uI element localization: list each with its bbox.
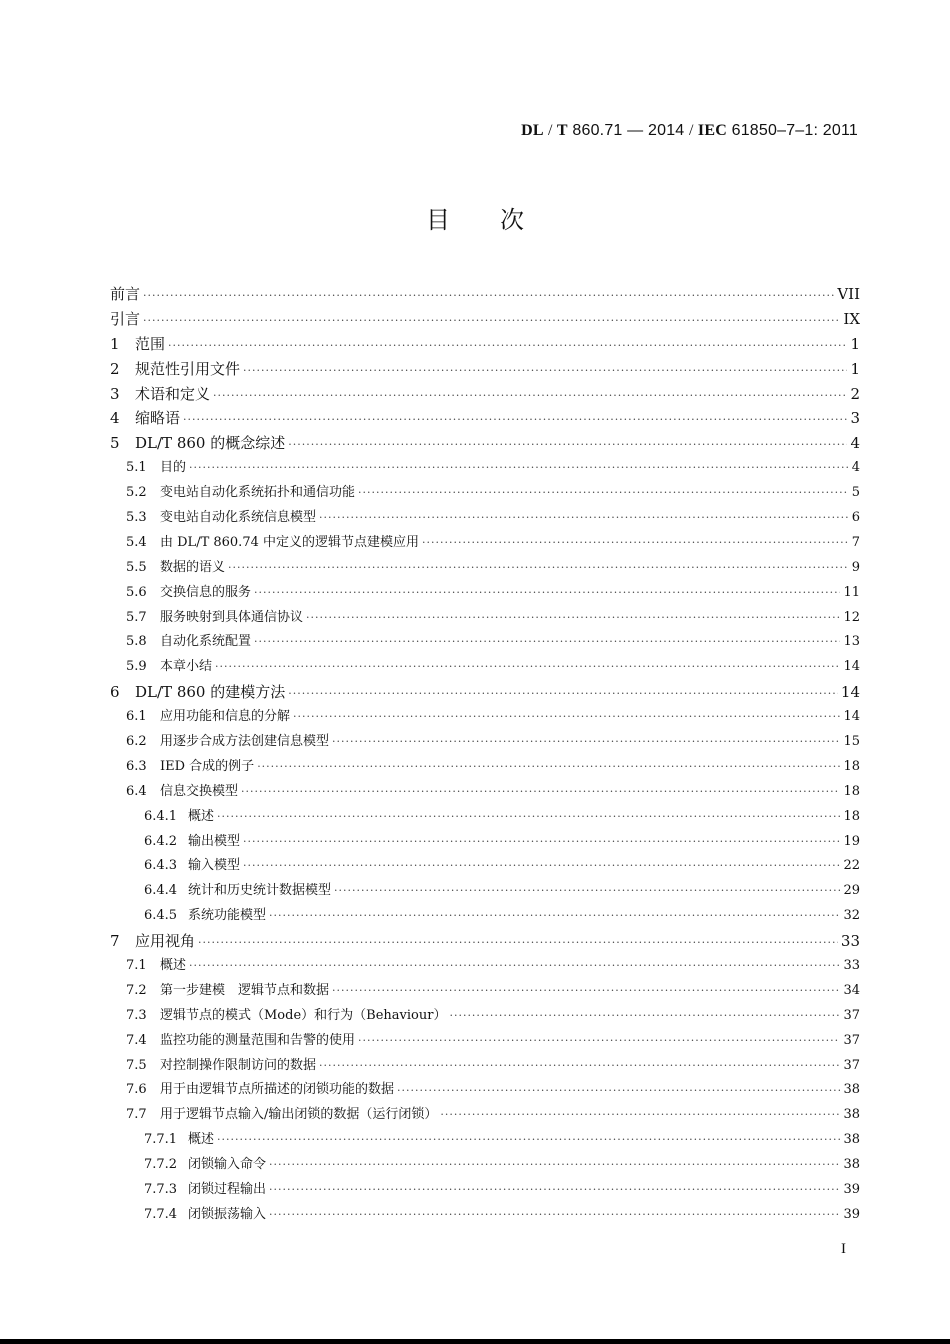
toc-leader-dots: [334, 879, 840, 904]
toc-entry[interactable]: [110, 382, 860, 407]
toc-entry-heading: [126, 456, 186, 481]
toc-entry-label: 由 DL/T 860.74 中定义的逻辑节点建模应用: [160, 534, 419, 550]
toc-leader-dots: [319, 1054, 840, 1079]
header-sep: /: [689, 122, 698, 139]
toc-entry-page: 1: [850, 359, 860, 378]
toc-entry-heading: [144, 854, 240, 879]
toc-entry-label: 术语和定义: [135, 384, 211, 403]
toc-leader-dots: [319, 506, 849, 531]
toc-entry-label: 系统功能模型: [188, 908, 267, 924]
toc-entry-number: 7.1: [126, 958, 147, 974]
toc-entry-number: 6.4.2: [144, 833, 178, 849]
toc-leader-dots: [143, 282, 834, 307]
toc-entry-label: 对控制操作限制访问的数据: [160, 1057, 317, 1073]
toc-entry-label: DL/T 860 的概念综述: [135, 434, 286, 453]
toc-leader-dots: [288, 680, 838, 705]
toc-entry-heading: [110, 332, 165, 357]
toc-entry-number: 5.9: [126, 659, 147, 675]
toc-entry[interactable]: [110, 406, 860, 431]
page-title: 目次: [426, 206, 574, 234]
toc-entry[interactable]: [110, 1029, 860, 1054]
toc-entry-page: 14: [840, 683, 860, 702]
toc-entry-number: 6.3: [126, 758, 147, 774]
page-number: I: [841, 1241, 846, 1257]
header-sep: /: [543, 122, 557, 139]
toc-entry[interactable]: [110, 282, 860, 307]
toc-entry[interactable]: [110, 1128, 860, 1153]
toc-entry[interactable]: [110, 680, 860, 705]
toc-entry-number: 7.7.4: [144, 1206, 178, 1222]
toc-entry-label: 概述: [160, 958, 187, 974]
toc-entry[interactable]: [110, 357, 860, 382]
toc-entry[interactable]: [110, 830, 860, 855]
toc-leader-dots: [243, 357, 847, 382]
toc-leader-dots: [183, 406, 847, 431]
toc-leader-dots: [243, 830, 840, 855]
toc-entry-page: 34: [843, 982, 860, 998]
toc-entry-label: 第一步建模 逻辑节点和数据: [160, 982, 330, 998]
toc-entry-label: 前言: [110, 284, 141, 303]
toc-entry-page: 5: [851, 485, 860, 501]
toc-entry-heading: [110, 929, 195, 954]
toc-leader-dots: [189, 954, 840, 979]
toc-entry-page: 4: [850, 434, 860, 453]
header-dl: DL: [521, 122, 544, 139]
toc-leader-dots: [168, 332, 847, 357]
toc-entry[interactable]: [110, 1103, 860, 1128]
toc-entry-label: IED 合成的例子: [160, 758, 255, 774]
toc-entry-number: 6.4.5: [144, 908, 178, 924]
toc-entry[interactable]: [110, 556, 860, 581]
toc-entry-number: 6.4: [126, 783, 147, 799]
toc-entry-label: 闭锁输入命令: [188, 1157, 267, 1173]
toc-leader-dots: [241, 780, 840, 805]
toc-entry-heading: [126, 481, 355, 506]
toc-entry-label: 变电站自动化系统信息模型: [160, 510, 317, 525]
toc-entry-label: 信息交换模型: [160, 783, 239, 799]
toc-entry[interactable]: [110, 1079, 860, 1104]
toc-entry-heading: [144, 830, 240, 855]
toc-entry-page: 13: [843, 634, 860, 650]
toc-entry-heading: [126, 630, 251, 655]
toc-leader-dots: [397, 1079, 840, 1104]
toc-leader-dots: [306, 606, 840, 631]
toc-entry-number: 7.7.1: [144, 1132, 178, 1148]
toc-entry-number: 7.2: [126, 982, 147, 998]
toc-entry-heading: [126, 954, 186, 979]
header-standard-number: 860.71 — 2014: [567, 122, 690, 139]
toc-entry[interactable]: [110, 755, 860, 780]
toc-entry-heading: [144, 1178, 266, 1203]
toc-entry[interactable]: [110, 1203, 860, 1228]
toc-entry-number: 5.8: [126, 634, 147, 650]
toc-leader-dots: [143, 307, 840, 332]
toc-entry-number: 6.4.1: [144, 808, 178, 824]
toc-entry-number: 3: [110, 384, 120, 403]
toc-entry[interactable]: [110, 1004, 860, 1029]
toc-entry-heading: [126, 730, 329, 755]
toc-entry-heading: [126, 755, 254, 780]
toc-entry-heading: [144, 805, 214, 830]
toc-entry-heading: [126, 780, 238, 805]
toc-entry-label: 服务映射到具体通信协议: [160, 609, 304, 625]
toc-entry-page: 22: [843, 858, 860, 874]
toc-leader-dots: [217, 805, 840, 830]
toc-entry-label: 逻辑节点的模式（Mode）和行为（Behaviour）: [160, 1007, 447, 1023]
toc-entry-number: 6: [110, 683, 120, 702]
toc-entry-number: 2: [110, 359, 120, 378]
toc-entry-heading: [126, 1078, 394, 1103]
toc-entry-label: 概述: [188, 808, 215, 824]
toc-entry-heading: [126, 1029, 355, 1054]
toc-entry[interactable]: [110, 307, 860, 332]
header-iec: IEC: [697, 122, 727, 139]
toc-entry-number: 6.4.4: [144, 883, 178, 899]
toc-entry[interactable]: [110, 904, 860, 929]
toc-leader-dots: [440, 1103, 840, 1128]
toc-entry-label: 概述: [188, 1132, 215, 1148]
toc-entry-page: 37: [843, 1007, 860, 1023]
toc-entry-heading: [126, 705, 290, 730]
toc-leader-dots: [269, 1203, 840, 1228]
toc-entry[interactable]: [110, 780, 860, 805]
toc-entry-label: 输出模型: [188, 833, 241, 849]
page-bottom-edge: [0, 1339, 950, 1344]
toc-entry-page: 2: [850, 384, 860, 403]
toc-entry-number: 7.7.2: [144, 1157, 178, 1173]
toc-entry[interactable]: [110, 655, 860, 680]
toc-entry-label: 范围: [135, 334, 166, 353]
toc-leader-dots: [243, 854, 840, 879]
toc-entry-heading: [110, 307, 140, 332]
toc-leader-dots: [358, 481, 849, 506]
toc-entry[interactable]: [110, 979, 860, 1004]
toc-entry-page: 15: [843, 734, 860, 750]
toc-entry-page: 38: [843, 1157, 860, 1173]
toc-entry-number: 6.2: [126, 734, 147, 750]
toc-entry-label: 应用功能和信息的分解: [160, 709, 291, 725]
toc-entry-number: 7.4: [126, 1032, 147, 1048]
toc-entry-heading: [126, 655, 212, 680]
toc-leader-dots: [269, 904, 840, 929]
toc-entry-page: 37: [843, 1057, 860, 1073]
toc-entry-number: 5.6: [126, 584, 147, 600]
toc-entry-page: 33: [840, 932, 860, 951]
toc-entry-heading: [126, 979, 329, 1004]
toc-entry-label: 输入模型: [188, 858, 241, 874]
toc-entry[interactable]: [110, 481, 860, 506]
toc-entry-heading: [126, 606, 303, 631]
toc-leader-dots: [269, 1153, 840, 1178]
toc-entry-heading: [110, 406, 180, 431]
toc-entry[interactable]: [110, 1054, 860, 1079]
toc-entry-label: 数据的语义: [160, 559, 226, 575]
toc-entry-page: 6: [851, 510, 860, 525]
toc-entry-label: 闭锁过程输出: [188, 1182, 267, 1198]
toc-entry-label: 监控功能的测量范围和告警的使用: [160, 1032, 356, 1048]
toc-entry-label: 闭锁振荡输入: [188, 1206, 267, 1222]
toc-entry-label: 本章小结: [160, 659, 213, 675]
toc-entry-number: 7.5: [126, 1057, 147, 1073]
toc-entry[interactable]: [110, 456, 860, 481]
toc-entry-label: 应用视角: [135, 932, 196, 951]
toc-entry-label: 自动化系统配置: [160, 634, 252, 650]
toc-leader-dots: [228, 556, 849, 581]
toc-entry-page: 38: [843, 1132, 860, 1148]
toc-leader-dots: [332, 730, 840, 755]
toc-entry-page: IX: [843, 309, 860, 328]
toc-entry-label: 规范性引用文件: [135, 359, 241, 378]
toc-entry-number: 5.1: [126, 460, 147, 476]
toc-entry-number: 5.4: [126, 534, 147, 550]
toc-entry-page: 38: [843, 1107, 860, 1123]
toc-entry-heading: [126, 506, 316, 531]
toc-entry-number: 7.3: [126, 1007, 147, 1023]
toc-entry-label: 引言: [110, 309, 141, 328]
toc-entry-heading: [126, 1004, 446, 1029]
toc-entry-label: 统计和历史统计数据模型: [188, 883, 332, 899]
toc-entry-page: 19: [843, 833, 860, 849]
toc-entry-label: 用于逻辑节点输入/输出闭锁的数据（运行闭锁）: [160, 1107, 438, 1123]
toc-entry-number: 7.7: [126, 1107, 147, 1123]
toc-entry[interactable]: [110, 954, 860, 979]
toc-entry-page: 32: [843, 908, 860, 924]
toc-entry-heading: [126, 1103, 437, 1128]
toc-entry-label: 缩略语: [135, 409, 181, 428]
toc-entry-page: 11: [843, 584, 860, 600]
toc-entry-page: 4: [851, 460, 860, 476]
toc-entry-heading: [144, 1153, 266, 1178]
toc-entry-label: 变电站自动化系统拓扑和通信功能: [160, 485, 356, 501]
toc-entry[interactable]: [110, 332, 860, 357]
toc-entry-number: 7.7.3: [144, 1182, 178, 1198]
toc-entry-page: 18: [843, 758, 860, 774]
toc-entry[interactable]: [110, 929, 860, 954]
toc-entry-number: 5.2: [126, 485, 147, 501]
toc-entry-heading: [110, 282, 140, 307]
toc-entry[interactable]: [110, 506, 860, 531]
toc-leader-dots: [332, 979, 840, 1004]
toc-entry-heading: [144, 1128, 214, 1153]
toc-entry-number: 6.4.3: [144, 858, 178, 874]
toc-entry-heading: [144, 879, 331, 904]
toc-leader-dots: [217, 1128, 840, 1153]
toc-entry-number: 4: [110, 409, 120, 428]
toc-entry-heading: [126, 531, 419, 556]
toc-entry[interactable]: [110, 705, 860, 730]
toc-leader-dots: [254, 630, 840, 655]
toc-entry-heading: [126, 581, 251, 606]
toc-entry-page: 9: [851, 559, 860, 575]
toc-entry-page: 1: [850, 334, 860, 353]
toc-entry[interactable]: [110, 1178, 860, 1203]
toc-leader-dots: [189, 456, 849, 481]
toc-entry-number: 5.5: [126, 559, 147, 575]
toc-leader-dots: [422, 531, 849, 556]
toc-entry-page: VII: [837, 284, 860, 303]
toc-entry-page: 33: [843, 958, 860, 974]
toc-entry-number: 5: [110, 434, 120, 453]
toc-entry-heading: [144, 1203, 266, 1228]
toc-entry[interactable]: [110, 630, 860, 655]
toc-entry-number: 6.1: [126, 709, 147, 725]
toc-entry-heading: [110, 680, 285, 705]
toc-entry[interactable]: [110, 581, 860, 606]
document-header: [521, 122, 858, 140]
toc-leader-dots: [257, 755, 840, 780]
toc-leader-dots: [269, 1178, 840, 1203]
toc-entry[interactable]: [110, 854, 860, 879]
toc-leader-dots: [449, 1004, 840, 1029]
toc-entry-heading: [110, 431, 285, 456]
toc-entry[interactable]: [110, 431, 860, 456]
toc-entry-page: 3: [850, 409, 860, 428]
toc-leader-dots: [293, 705, 840, 730]
toc-entry[interactable]: [110, 1153, 860, 1178]
toc-entry[interactable]: [110, 730, 860, 755]
header-t: T: [556, 122, 568, 139]
toc-entry-label: 用逐步合成方法创建信息模型: [160, 734, 330, 750]
toc-leader-dots: [254, 581, 840, 606]
toc-entry-heading: [126, 1054, 316, 1079]
toc-entry-number: 5.3: [126, 510, 147, 525]
toc-entry-heading: [144, 904, 266, 929]
toc-leader-dots: [358, 1029, 840, 1054]
toc-entry-page: 39: [843, 1182, 860, 1198]
toc-entry-page: 18: [843, 808, 860, 824]
toc-entry-page: 7: [851, 534, 860, 550]
toc-entry-number: 1: [110, 334, 120, 353]
toc-entry-page: 14: [843, 709, 860, 725]
toc-entry-heading: [110, 382, 210, 407]
toc-entry-page: 37: [843, 1032, 860, 1048]
toc-leader-dots: [215, 655, 840, 680]
toc-entry-label: DL/T 860 的建模方法: [135, 683, 286, 702]
toc-entry[interactable]: [110, 606, 860, 631]
toc-leader-dots: [213, 382, 847, 407]
toc-entry-page: 29: [843, 883, 860, 899]
table-of-contents: [110, 282, 860, 1228]
toc-entry[interactable]: [110, 805, 860, 830]
toc-entry-heading: [126, 556, 225, 581]
toc-entry-number: 7.6: [126, 1082, 147, 1098]
toc-entry-page: 39: [843, 1206, 860, 1222]
toc-leader-dots: [198, 929, 838, 954]
toc-entry-label: 用于由逻辑节点所描述的闭锁功能的数据: [160, 1082, 395, 1098]
toc-entry[interactable]: [110, 879, 860, 904]
toc-entry-page: 12: [843, 609, 860, 625]
toc-entry-page: 38: [843, 1082, 860, 1098]
toc-entry-number: 7: [110, 932, 120, 951]
toc-entry-page: 14: [843, 659, 860, 675]
toc-entry-number: 5.7: [126, 609, 147, 625]
toc-entry-heading: [110, 357, 240, 382]
header-iec-number: 61850–7–1: 2011: [726, 122, 858, 139]
toc-entry-page: 18: [843, 783, 860, 799]
toc-entry-label: 目的: [160, 460, 187, 476]
toc-entry-label: 交换信息的服务: [160, 584, 252, 600]
toc-entry[interactable]: [110, 531, 860, 556]
toc-leader-dots: [288, 431, 847, 456]
